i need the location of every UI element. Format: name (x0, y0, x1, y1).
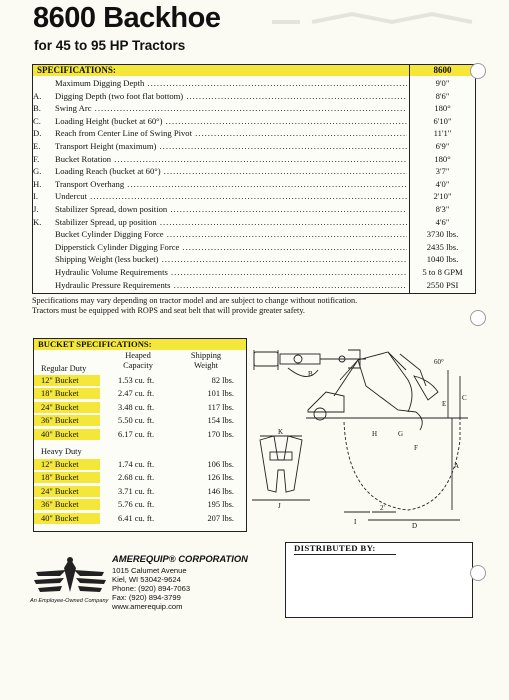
spec-letter: A. (33, 90, 42, 101)
distributor-box (285, 542, 473, 618)
weight-header-line2: Weight (194, 361, 218, 370)
diagram-label-e: E (442, 400, 447, 408)
spec-row (33, 154, 475, 165)
bucket-row (34, 415, 246, 426)
diagram-label-j: J (278, 502, 281, 510)
stabilizer-rear-view (260, 436, 302, 492)
spec-value: 9'0" (435, 78, 450, 88)
spec-row (33, 254, 475, 265)
bucket-capacity: 2.68 cu. ft. (118, 473, 155, 483)
bucket-row (34, 499, 246, 510)
heavy-duty-title: Heavy Duty (41, 447, 82, 456)
binder-hole-top (470, 63, 486, 79)
bucket-size: 18" Bucket (41, 389, 79, 399)
spec-letter: H. (33, 178, 42, 189)
spec-letter: D. (33, 128, 42, 139)
backhoe-dimension-diagram (248, 340, 480, 528)
spec-letter: F. (33, 153, 40, 164)
bucket-specifications-table (33, 338, 247, 532)
top-view-drawing (254, 350, 366, 370)
spec-value: 8'3" (435, 204, 450, 214)
faded-logo-watermark (272, 8, 482, 34)
spec-letter: I. (33, 191, 39, 202)
bucket-row (34, 472, 246, 483)
company-name: AMEREQUIP® CORPORATION (112, 553, 248, 564)
spec-row (33, 78, 475, 89)
bucket-size: 24" Bucket (41, 402, 79, 412)
bucket-weight: 117 lbs. (207, 402, 234, 412)
diagram-label-2ft: 2' (380, 504, 385, 512)
spec-letter: B. (33, 103, 41, 114)
spec-row (33, 267, 475, 278)
note-line-1: Specifications may vary depending on tractor model and are subject to change without notification. (32, 296, 358, 305)
spec-value: 5 to 8 GPM (422, 267, 463, 277)
bucket-size: 12" Bucket (41, 376, 79, 385)
bucket-capacity: 3.71 cu. ft. (118, 486, 155, 496)
spec-label: Dipperstick Cylinder Digging Force ..... (55, 242, 407, 253)
company-fax: Fax: (920) 894-3799 (112, 593, 181, 602)
spec-value: 6'10" (433, 115, 452, 126)
spec-row (33, 280, 475, 291)
watermark-shape (272, 8, 482, 34)
weight-header-line1: Shipping (190, 351, 222, 360)
spec-row (33, 103, 475, 114)
bucket-shape (414, 376, 438, 400)
spec-value: 1040 lbs. (426, 254, 459, 265)
spec-row (33, 116, 475, 127)
spec-value: 3'7" (435, 166, 450, 177)
diagram-label-d: D (412, 522, 418, 528)
diagram-label-h: H (372, 430, 378, 438)
bucket-size-cell (34, 459, 100, 470)
bucket-weight: 146 lbs. (207, 486, 234, 496)
spec-row (33, 179, 475, 190)
bucket-size: 36" Bucket (41, 416, 79, 426)
bucket-row (34, 375, 246, 386)
spec-label: Transport Height (maximum) ..... (55, 141, 407, 152)
spec-row (33, 229, 475, 240)
page-subtitle: for 45 to 95 HP Tractors (34, 38, 186, 53)
spec-label: Bucket Cylinder Digging Force ..... (55, 229, 407, 240)
bucket-size-cell (34, 472, 100, 483)
spec-label: Bucket Rotation ..... (55, 154, 407, 165)
spec-value: 3730 lbs. (426, 229, 459, 240)
diagram-label-angle: 60° (434, 358, 444, 366)
bucket-size-cell (34, 486, 100, 497)
bucket-weight: 154 lbs. (207, 416, 234, 426)
diagram-label-f: F (414, 444, 418, 452)
bucket-weight: 170 lbs. (207, 429, 234, 439)
spec-label: Maximum Digging Depth ..... (55, 78, 407, 89)
bucket-size: 40" Bucket (41, 429, 79, 439)
diagram-label-k: K (278, 428, 284, 436)
specifications-table (32, 64, 476, 294)
spec-label: Stabilizer Spread, up position ..... (55, 217, 407, 228)
bucket-size: 24" Bucket (41, 486, 79, 496)
spec-label: Transport Overhang ..... (55, 179, 407, 190)
spec-heading: SPECIFICATIONS: (37, 65, 116, 75)
spec-letter: G. (33, 166, 42, 177)
bucket-size-cell (34, 429, 100, 440)
bucket-capacity: 5.76 cu. ft. (118, 500, 155, 510)
bucket-row (34, 459, 246, 470)
bucket-capacity: 2.47 cu. ft. (118, 389, 155, 399)
binder-hole-bottom (470, 565, 486, 581)
spec-row (33, 217, 475, 228)
bucket-capacity: 1.53 cu. ft. (118, 376, 155, 385)
bucket-capacity: 5.50 cu. ft. (118, 416, 155, 426)
spec-value: 2'10" (433, 191, 452, 202)
spec-value: 180° (434, 153, 451, 164)
spec-label: Loading Reach (bucket at 60°) ..... (55, 166, 407, 177)
bucket-capacity: 1.74 cu. ft. (118, 460, 155, 469)
spec-value: 4'0" (435, 178, 450, 189)
bucket-weight: 207 lbs. (207, 513, 234, 523)
spec-value: 2435 lbs. (426, 241, 459, 252)
spec-row (33, 141, 475, 152)
spec-row (33, 191, 475, 202)
diagram-label-a: A (454, 462, 460, 470)
company-tagline: An Employee-Owned Company (30, 598, 109, 604)
spec-label: Digging Depth (two foot flat bottom) ..... (55, 91, 407, 102)
bucket-size: 12" Bucket (41, 460, 79, 469)
company-street: 1015 Calumet Avenue (112, 566, 187, 575)
spec-letter: J. (33, 204, 39, 214)
bucket-weight: 106 lbs. (207, 460, 234, 469)
bucket-weight: 195 lbs. (207, 500, 234, 510)
spec-row (33, 204, 475, 215)
spec-label: Swing Arc ..... (55, 103, 407, 114)
spec-header-left (33, 65, 409, 76)
spec-label: Hydraulic Volume Requirements ..... (55, 267, 407, 278)
spec-model: 8600 (433, 65, 452, 75)
bucket-size-cell (34, 499, 100, 510)
diagram-label-c: C (462, 394, 467, 402)
bucket-row (34, 486, 246, 497)
bucket-size: 36" Bucket (41, 500, 79, 510)
bucket-weight: 82 lbs. (211, 376, 234, 385)
regular-duty-title: Regular Duty (41, 364, 87, 373)
note-line-2: Tractors must be equipped with ROPS and seat belt that will provide greater safety. (32, 306, 305, 315)
bucket-row (34, 402, 246, 413)
distributor-label: DISTRIBUTED BY: (294, 543, 376, 553)
bucket-size-cell (34, 402, 100, 413)
spec-label: Stabilizer Spread, down position ..... (55, 204, 407, 215)
spec-row (33, 242, 475, 253)
spec-label: Hydraulic Pressure Requirements ..... (55, 280, 407, 291)
spec-value: 8'6" (435, 90, 450, 101)
bucket-capacity: 6.17 cu. ft. (118, 429, 155, 439)
spec-label: Undercut ..... (55, 191, 407, 202)
bucket-row (34, 429, 246, 440)
spec-letter: E. (33, 141, 41, 151)
bucket-capacity: 3.48 cu. ft. (118, 402, 155, 412)
bucket-row (34, 388, 246, 399)
spec-row (33, 166, 475, 177)
bucket-row (34, 513, 246, 524)
capacity-header-line1: Heaped (125, 351, 151, 360)
spec-row (33, 91, 475, 102)
spec-letter: K. (33, 216, 42, 227)
spec-label: Shipping Weight (less bucket) ..... (55, 254, 407, 265)
amerequip-eagle-logo (30, 550, 110, 605)
spec-value: 2550 PSI (426, 279, 459, 290)
page-title: 8600 Backhoe (33, 2, 221, 34)
binder-hole-middle (470, 310, 486, 326)
company-city: Kiel, WI 53042-9624 (112, 575, 181, 584)
bucket-weight: 101 lbs. (207, 389, 234, 399)
spec-label: Reach from Center Line of Swing Pivot ..... (55, 128, 407, 139)
bucket-header (34, 339, 246, 350)
spec-note (32, 296, 492, 316)
distributor-underline (294, 554, 396, 555)
spec-row (33, 128, 475, 139)
bucket-size: 40" Bucket (41, 513, 79, 523)
spec-value: 11'1" (433, 128, 452, 139)
weight-column-header (178, 351, 234, 371)
capacity-column-header (112, 351, 164, 371)
bucket-size-cell (34, 513, 100, 524)
capacity-header-line2: Capacity (123, 361, 153, 370)
spec-header-right (410, 65, 475, 76)
bucket-size: 18" Bucket (41, 473, 79, 483)
diagram-label-b: B (308, 370, 313, 378)
spec-value: 180° (434, 103, 451, 114)
spec-label: Loading Height (bucket at 60°) ..... (55, 116, 407, 127)
spec-value: 4'6" (435, 216, 450, 227)
bucket-size-cell (34, 375, 100, 386)
bucket-size-cell (34, 415, 100, 426)
bucket-weight: 126 lbs. (207, 473, 234, 483)
spec-value: 6'9" (435, 141, 450, 151)
diagram-label-i: I (354, 518, 357, 526)
company-phone: Phone: (920) 894-7063 (112, 584, 191, 593)
diagram-label-g: G (398, 430, 404, 438)
spec-letter: C. (33, 115, 41, 126)
bucket-size-cell (34, 388, 100, 399)
swing-arc-b (288, 368, 318, 377)
bucket-capacity: 6.41 cu. ft. (118, 513, 155, 523)
company-website[interactable]: www.amerequip.com (112, 602, 183, 611)
bucket-heading: BUCKET SPECIFICATIONS: (38, 339, 152, 349)
